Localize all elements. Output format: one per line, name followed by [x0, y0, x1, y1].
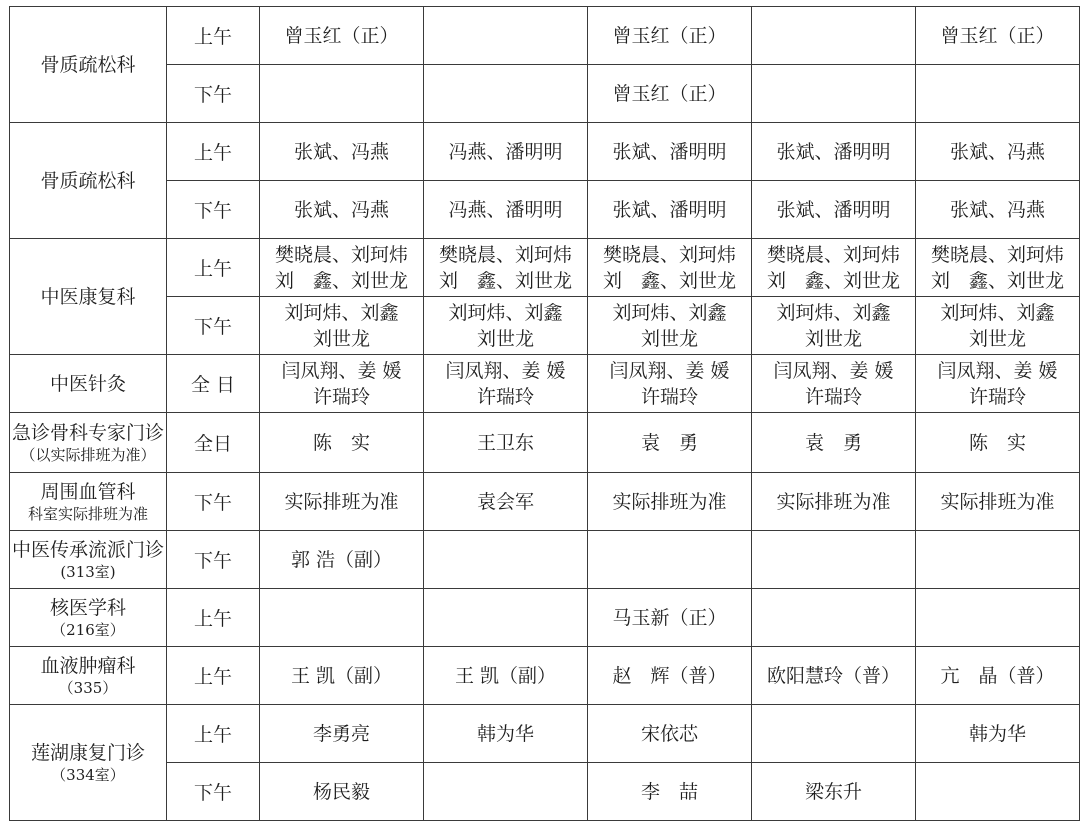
doctor-cell: 冯燕、潘明明 [424, 181, 588, 239]
table-row [10, 123, 1080, 181]
doctor-cell [752, 65, 916, 123]
doctor-cell: 曾玉红（正） [588, 7, 752, 65]
period-cell: 下午 [167, 297, 260, 355]
period-cell: 下午 [167, 531, 260, 589]
doctor-line: 刘 鑫、刘世龙 [438, 269, 572, 292]
doctor-cell: 梁东升 [752, 763, 916, 821]
doctor-line: 闫凤翔、姜 媛 [445, 359, 566, 382]
dept-note: （335） [58, 678, 118, 697]
doctor-cell: 王 凯（副） [424, 647, 588, 705]
period-cell: 上午 [167, 123, 260, 181]
doctor-line: 刘珂炜、刘鑫 [776, 301, 891, 324]
doctor-line: 闫凤翔、姜 媛 [609, 359, 730, 382]
period-cell: 上午 [167, 705, 260, 763]
doctor-cell: 曾玉红（正） [260, 7, 424, 65]
doctor-line: 刘珂炜、刘鑫 [448, 301, 563, 324]
doctor-line: 刘世龙 [640, 327, 698, 350]
doctor-line: 许瑞玲 [476, 385, 534, 408]
doctor-cell: 张斌、潘明明 [752, 181, 916, 239]
doctor-cell: 曾玉红（正） [916, 7, 1080, 65]
doctor-cell: 袁 勇 [588, 413, 752, 473]
doctor-cell: 袁 勇 [752, 413, 916, 473]
table-row [10, 7, 1080, 65]
doctor-cell [752, 297, 916, 355]
doctor-line: 樊晓晨、刘珂炜 [438, 243, 572, 266]
dept-cell [10, 473, 167, 531]
table-row [10, 531, 1080, 589]
table-row [10, 647, 1080, 705]
dept-name: 周围血管科 [40, 480, 136, 503]
table-row [10, 473, 1080, 531]
period-cell: 上午 [167, 239, 260, 297]
table-row [10, 65, 1080, 123]
doctor-cell [916, 297, 1080, 355]
dept-name: 莲湖康复门诊 [30, 741, 145, 764]
table-row [10, 239, 1080, 297]
doctor-cell: 郭 浩（副） [260, 531, 424, 589]
doctor-line: 闫凤翔、姜 媛 [773, 359, 894, 382]
doctor-cell [916, 239, 1080, 297]
dept-note: (313室) [60, 562, 116, 581]
doctor-cell: 袁会军 [424, 473, 588, 531]
doctor-line: 刘珂炜、刘鑫 [612, 301, 727, 324]
table-row [10, 705, 1080, 763]
table-row [10, 763, 1080, 821]
doctor-cell [752, 7, 916, 65]
doctor-cell: 韩为华 [424, 705, 588, 763]
doctor-line: 刘 鑫、刘世龙 [766, 269, 900, 292]
doctor-cell [260, 239, 424, 297]
doctor-cell: 李 喆 [588, 763, 752, 821]
dept-name: 核医学科 [49, 596, 126, 619]
doctor-cell [916, 355, 1080, 413]
doctor-cell: 王 凯（副） [260, 647, 424, 705]
doctor-line: 许瑞玲 [804, 385, 862, 408]
doctor-line: 樊晓晨、刘珂炜 [602, 243, 736, 266]
doctor-line: 刘世龙 [476, 327, 534, 350]
doctor-cell: 王卫东 [424, 413, 588, 473]
period-cell: 全日 [167, 413, 260, 473]
doctor-line: 刘世龙 [968, 327, 1026, 350]
doctor-line: 樊晓晨、刘珂炜 [766, 243, 900, 266]
dept-cell: 骨质疏松科 [10, 7, 167, 123]
dept-cell: 骨质疏松科 [10, 123, 167, 239]
doctor-line: 樊晓晨、刘珂炜 [274, 243, 408, 266]
doctor-cell: 赵 辉（普） [588, 647, 752, 705]
doctor-cell [260, 297, 424, 355]
dept-cell: 中医针灸 [10, 355, 167, 413]
period-cell: 上午 [167, 647, 260, 705]
dept-note: （216室） [51, 620, 125, 639]
dept-name: 急诊骨科专家门诊 [11, 421, 164, 444]
doctor-cell: 杨民毅 [260, 763, 424, 821]
dept-note: （以实际排班为准） [20, 445, 156, 464]
doctor-cell: 张斌、潘明明 [588, 123, 752, 181]
doctor-cell [588, 355, 752, 413]
doctor-line: 刘 鑫、刘世龙 [274, 269, 408, 292]
doctor-cell: 实际排班为准 [916, 473, 1080, 531]
doctor-cell: 张斌、冯燕 [260, 123, 424, 181]
doctor-line: 闫凤翔、姜 媛 [281, 359, 402, 382]
dept-name: 中医传承流派门诊 [11, 538, 164, 561]
doctor-cell [752, 355, 916, 413]
doctor-line: 刘珂炜、刘鑫 [284, 301, 399, 324]
table-row [10, 413, 1080, 473]
doctor-cell [916, 763, 1080, 821]
period-cell: 全 日 [167, 355, 260, 413]
doctor-line: 许瑞玲 [312, 385, 370, 408]
dept-cell [10, 589, 167, 647]
dept-cell: 中医康复科 [10, 239, 167, 355]
period-cell: 上午 [167, 589, 260, 647]
doctor-cell: 李勇亮 [260, 705, 424, 763]
doctor-cell: 张斌、潘明明 [752, 123, 916, 181]
doctor-cell [752, 705, 916, 763]
doctor-cell: 宋依芯 [588, 705, 752, 763]
doctor-cell: 冯燕、潘明明 [424, 123, 588, 181]
dept-name: 血液肿瘤科 [40, 654, 136, 677]
doctor-cell: 韩为华 [916, 705, 1080, 763]
doctor-cell [916, 589, 1080, 647]
dept-cell [10, 413, 167, 473]
doctor-line: 许瑞玲 [640, 385, 698, 408]
doctor-cell [752, 239, 916, 297]
doctor-cell [588, 239, 752, 297]
doctor-cell [260, 65, 424, 123]
table-row [10, 589, 1080, 647]
doctor-cell: 欧阳慧玲（普） [752, 647, 916, 705]
doctor-line: 许瑞玲 [968, 385, 1026, 408]
doctor-cell: 亢 晶（普） [916, 647, 1080, 705]
doctor-cell [424, 355, 588, 413]
doctor-cell [424, 589, 588, 647]
doctor-cell [424, 7, 588, 65]
doctor-line: 刘 鑫、刘世龙 [602, 269, 736, 292]
doctor-cell [424, 531, 588, 589]
dept-cell [10, 647, 167, 705]
dept-note: （334室） [51, 765, 125, 784]
doctor-cell [916, 65, 1080, 123]
doctor-cell: 张斌、冯燕 [916, 181, 1080, 239]
doctor-line: 闫凤翔、姜 媛 [937, 359, 1058, 382]
doctor-line: 刘 鑫、刘世龙 [930, 269, 1064, 292]
doctor-cell: 陈 实 [260, 413, 424, 473]
doctor-line: 刘世龙 [312, 327, 370, 350]
doctor-cell [424, 65, 588, 123]
doctor-cell [752, 531, 916, 589]
doctor-cell: 陈 实 [916, 413, 1080, 473]
doctor-cell [424, 239, 588, 297]
dept-cell [10, 531, 167, 589]
doctor-cell: 实际排班为准 [260, 473, 424, 531]
doctor-cell: 实际排班为准 [588, 473, 752, 531]
doctor-cell [588, 531, 752, 589]
doctor-cell: 曾玉红（正） [588, 65, 752, 123]
doctor-cell [424, 297, 588, 355]
clinic-schedule-table [9, 6, 1080, 821]
doctor-line: 樊晓晨、刘珂炜 [930, 243, 1064, 266]
doctor-line: 刘珂炜、刘鑫 [940, 301, 1055, 324]
table-row [10, 355, 1080, 413]
period-cell: 下午 [167, 65, 260, 123]
doctor-cell: 实际排班为准 [752, 473, 916, 531]
doctor-cell [260, 355, 424, 413]
period-cell: 下午 [167, 181, 260, 239]
doctor-cell: 张斌、冯燕 [916, 123, 1080, 181]
dept-cell [10, 705, 167, 821]
table-row [10, 297, 1080, 355]
doctor-cell [752, 589, 916, 647]
period-cell: 上午 [167, 7, 260, 65]
doctor-cell [260, 589, 424, 647]
dept-note: 科室实际排班为准 [27, 504, 148, 523]
doctor-cell [424, 763, 588, 821]
period-cell: 下午 [167, 763, 260, 821]
doctor-cell: 马玉新（正） [588, 589, 752, 647]
doctor-cell [916, 531, 1080, 589]
table-row [10, 181, 1080, 239]
doctor-line: 刘世龙 [804, 327, 862, 350]
doctor-cell: 张斌、冯燕 [260, 181, 424, 239]
doctor-cell: 张斌、潘明明 [588, 181, 752, 239]
doctor-cell [588, 297, 752, 355]
period-cell: 下午 [167, 473, 260, 531]
